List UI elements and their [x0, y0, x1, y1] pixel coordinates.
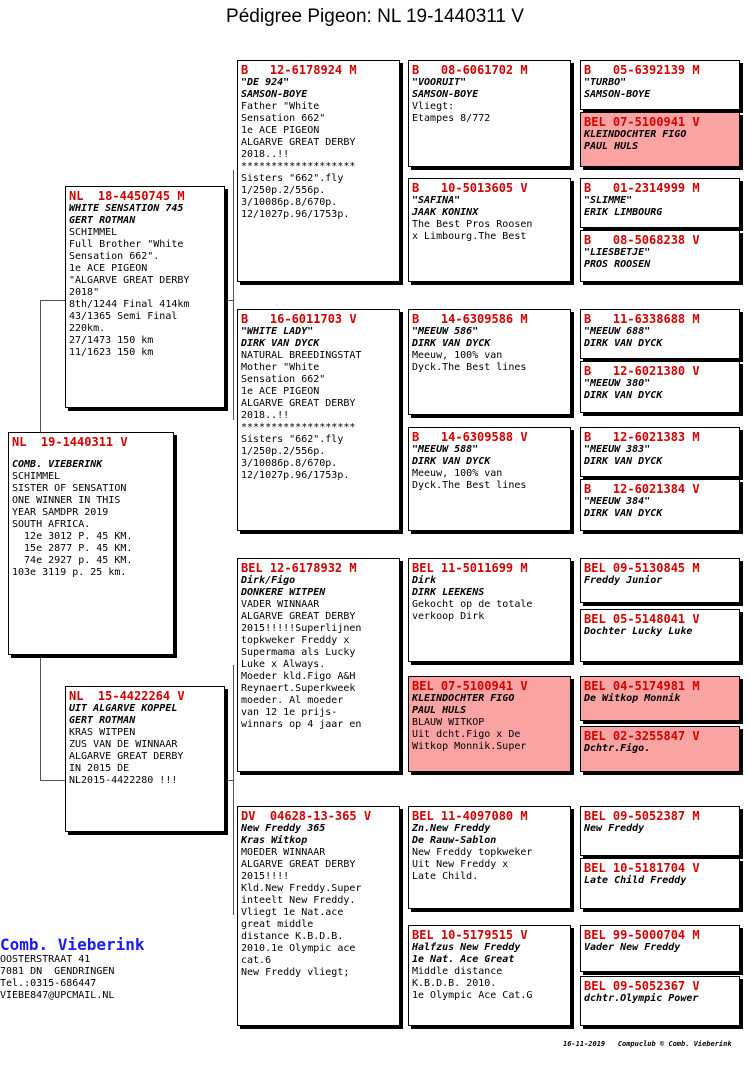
ring-number: BEL 07-5100941 V — [412, 679, 528, 693]
owner: COMB. VIEBERINK — [12, 459, 103, 470]
owner: DIRK VAN DYCK — [584, 456, 663, 467]
owner: SAMSON-BOYE — [241, 89, 308, 100]
pigeon-card-mmf[interactable]: BEL 11-4097080 M Zn.New Freddy De Rauw-Sablon New Freddy topkweker Uit New Freddy x Late Child. — [408, 806, 571, 909]
ring-number: BEL 10-5179515 V — [412, 928, 528, 942]
pigeon-card-g6[interactable] — [580, 361, 740, 413]
pigeon-name: "VOORUIT" — [412, 77, 467, 88]
pigeon-card-mfm[interactable]: BEL 07-5100941 V KLEINDOCHTER FIGO PAUL HULS BLAUW WITKOP Uit dcht.Figo x De Witkop Monnik.Super — [408, 676, 571, 772]
owner: GERT ROTMAN — [69, 215, 136, 226]
pigeon-name: New Freddy — [584, 823, 645, 834]
owner: DIRK VAN DYCK — [241, 338, 320, 349]
pigeon-card-ff[interactable]: B 12-6178924 M "DE 924" SAMSON-BOYE Father "White Sensation 662" 1e ACE PIGEON ALGARVE GREAT DERBY 2018..!! ******************* Sisters "662".fly 1/250p.2/556p. 3/10086p.8/670p. 12/1027p.96/1753p. — [237, 60, 400, 282]
pigeon-name: KLEINDOCHTER FIGO — [584, 129, 687, 140]
ring-number: B 12-6021380 V — [584, 364, 700, 378]
pigeon-card-g13[interactable] — [580, 806, 740, 856]
club-address: OOSTERSTRAAT 41 — [0, 954, 91, 965]
pigeon-card-g3[interactable] — [580, 178, 740, 228]
ring-number: BEL 10-5181704 V — [584, 861, 700, 875]
connector — [40, 780, 66, 781]
pigeon-name: "SLIMME" — [584, 195, 633, 206]
pigeon-name: Zn.New Freddy — [412, 823, 491, 834]
ring-number: NL 15-4422264 V — [69, 689, 185, 703]
pigeon-name: "MEEUW 688" — [584, 326, 651, 337]
pigeon-card-g9[interactable] — [580, 558, 740, 603]
ring-number: DV 04628-13-365 V — [241, 809, 372, 823]
pigeon-card-g7[interactable] — [580, 427, 740, 477]
pigeon-name: "MEEUW 586" — [412, 326, 479, 337]
pigeon-card-g12[interactable] — [580, 726, 740, 772]
owner: DIRK LEEKENS — [412, 587, 485, 598]
connector — [40, 655, 41, 780]
pigeon-card-mmm[interactable]: BEL 10-5179515 V Halfzus New Freddy 1e Nat. Ace Great Middle distance K.B.D.B. 2010. 1e Olympic Ace Cat.G — [408, 925, 571, 1026]
pigeon-name: KLEINDOCHTER FIGO — [412, 693, 515, 704]
ring-number: BEL 12-6178932 M — [241, 561, 357, 575]
pigeon-name: "TURBO" — [584, 77, 627, 88]
ring-number: B 08-5068238 V — [584, 233, 700, 247]
pigeon-card-g16[interactable] — [580, 976, 740, 1026]
pigeon-name: Freddy Junior — [584, 575, 663, 586]
pigeon-card-mf[interactable]: BEL 12-6178932 M Dirk/Figo DONKERE WITPEN VADER WINNAAR ALGARVE GREAT DERBY 2015!!!!!Superlijnen topkweker Freddy x Supermama als Lucky Luke x Always. Moeder kld.Figo A&H Reynaert.Superkweek moeder. Al moeder van 12 1e prijs- winnars op 4 jaar en — [237, 558, 400, 772]
pigeon-name: Dirk/Figo — [241, 575, 296, 586]
connector — [40, 300, 41, 432]
pigeon-name: New Freddy 365 — [241, 823, 326, 834]
pigeon-name: WHITE SENSATION 745 — [69, 203, 184, 214]
pigeon-card-g1[interactable] — [580, 60, 740, 110]
ring-number: B 16-6011703 V — [241, 312, 357, 326]
pigeon-card-fmf[interactable]: B 14-6309586 M "MEEUW 586" DIRK VAN DYCK Meeuw, 100% van Dyck.The Best lines — [408, 309, 571, 415]
pigeon-card-fmm[interactable]: B 14-6309588 V "MEEUW 588" DIRK VAN DYCK Meeuw, 100% van Dyck.The Best lines — [408, 427, 571, 531]
owner: ERIK LIMBOURG — [584, 207, 663, 218]
pigeon-card-g14[interactable] — [580, 858, 740, 909]
pigeon-card-ffm[interactable]: B 10-5013605 V "SAFINA" JAAK KONINX The Best Pros Roosen x Limbourg.The Best — [408, 178, 571, 282]
owner: JAAK KONINX — [412, 207, 479, 218]
owner: PAUL HULS — [584, 141, 639, 152]
club-info — [0, 936, 200, 1002]
ring-number: B 05-6392139 M — [584, 63, 700, 77]
ring-number: BEL 09-5052367 V — [584, 979, 700, 993]
club-city: 7081 DN GENDRINGEN — [0, 966, 115, 977]
pigeon-card-fff[interactable]: B 08-6061702 M "VOORUIT" SAMSON-BOYE Vliegt: Etampes 8/772 — [408, 60, 571, 167]
owner: De Rauw-Sablon — [412, 835, 497, 846]
pigeon-name: "DE 924" — [241, 77, 290, 88]
ring-number: B 01-2314999 M — [584, 181, 700, 195]
club-name: Comb. Vieberink — [0, 935, 145, 954]
pigeon-card-g15[interactable] — [580, 925, 740, 972]
pigeon-name: "MEEUW 384" — [584, 496, 651, 507]
club-phone: Tel.:0315-686447 — [0, 978, 97, 989]
ring-number: BEL 11-5011699 M — [412, 561, 528, 575]
pigeon-name: UIT ALGARVE KOPPEL — [69, 703, 178, 714]
pigeon-name: "LIESBETJE" — [584, 247, 651, 258]
connector — [224, 780, 234, 781]
ring-number: B 11-6338688 M — [584, 312, 700, 326]
owner: DIRK VAN DYCK — [412, 338, 491, 349]
owner: 1e Nat. Ace Great — [412, 954, 515, 965]
owner: SAMSON-BOYE — [412, 89, 479, 100]
pigeon-name: Late Child Freddy — [584, 875, 687, 886]
pigeon-card-g10[interactable] — [580, 609, 740, 662]
owner: SAMSON-BOYE — [584, 89, 651, 100]
owner: DIRK VAN DYCK — [412, 456, 491, 467]
connector — [233, 665, 234, 915]
ring-number: BEL 99-5000704 M — [584, 928, 700, 942]
pigeon-card-mff[interactable]: BEL 11-5011699 M Dirk DIRK LEEKENS Gekocht op de totale verkoop Dirk — [408, 558, 571, 662]
page-title: Pédigree Pigeon: NL 19-1440311 V — [226, 6, 524, 27]
pigeon-name: Halfzus New Freddy — [412, 942, 521, 953]
ring-number: B 14-6309588 V — [412, 430, 528, 444]
owner: PROS ROOSEN — [584, 259, 651, 270]
ring-number: NL 19-1440311 V — [12, 435, 128, 449]
connector — [233, 170, 234, 420]
owner: Kras Witkop — [241, 835, 308, 846]
owner: DONKERE WITPEN — [241, 587, 326, 598]
pigeon-card-g4[interactable] — [580, 230, 740, 282]
pigeon-name: De Witkop Monnik — [584, 693, 681, 704]
owner: DIRK VAN DYCK — [584, 508, 663, 519]
pigeon-name: "WHITE LADY" — [241, 326, 314, 337]
ring-number: B 12-6021384 V — [584, 482, 700, 496]
pigeon-name: Dirk — [412, 575, 437, 586]
ring-number: B 12-6178924 M — [241, 63, 357, 77]
owner: GERT ROTMAN — [69, 715, 136, 726]
club-email: VIEBE847@UPCMAIL.NL — [0, 990, 115, 1001]
pigeon-name: "MEEUW 380" — [584, 378, 651, 389]
pigeon-card-mother[interactable]: NL 15-4422264 V UIT ALGARVE KOPPEL GERT ROTMAN KRAS WITPEN ZUS VAN DE WINNAAR ALGARVE GREAT DERBY IN 2015 DE NL2015-4422280 !!! — [65, 686, 225, 832]
pigeon-card-g2[interactable] — [580, 112, 740, 167]
ring-number: NL 18-4450745 M — [69, 189, 185, 203]
pigeon-card-g8[interactable] — [580, 479, 740, 531]
ring-number: B 08-6061702 M — [412, 63, 528, 77]
pigeon-name: "MEEUW 588" — [412, 444, 479, 455]
owner: PAUL HULS — [412, 705, 467, 716]
ring-number: BEL 05-5148041 V — [584, 612, 700, 626]
pigeon-card-g11[interactable] — [580, 676, 740, 721]
pigeon-name: Dchtr.Figo. — [584, 743, 651, 754]
ring-number: BEL 02-3255847 V — [584, 729, 700, 743]
ring-number: BEL 04-5174981 M — [584, 679, 700, 693]
ring-number: BEL 09-5052387 M — [584, 809, 700, 823]
connector — [40, 300, 66, 301]
ring-number: BEL 07-5100941 V — [584, 115, 700, 129]
pigeon-name: "SAFINA" — [412, 195, 461, 206]
pigeon-card-father[interactable]: NL 18-4450745 M WHITE SENSATION 745 GERT ROTMAN SCHIMMEL Full Brother "White Sensation 662". 1e ACE PIGEON "ALGARVE GREAT DERBY 2018" 8th/1244 Final 414km 43/1365 Semi Final 220km. 27/1473 150 km 11/1623 150 km — [65, 186, 225, 408]
footer-credit: 16-11-2019 Compuclub © Comb. Vieberink — [563, 1040, 732, 1048]
pigeon-name: "MEEUW 383" — [584, 444, 651, 455]
pigeon-name: Dochter Lucky Luke — [584, 626, 693, 637]
ring-number: B 10-5013605 V — [412, 181, 528, 195]
pigeon-card-fm[interactable]: B 16-6011703 V "WHITE LADY" DIRK VAN DYCK NATURAL BREEDINGSTAT Mother "White Sensation 662" 1e ACE PIGEON ALGARVE GREAT DERBY 2018..!! ******************* Sisters "662".fly 1/250p.2/556p. 3/10086p.8/670p. 12/1027p.96/1753p. — [237, 309, 400, 531]
pigeon-card-g5[interactable] — [580, 309, 740, 359]
pigeon-card-subject[interactable]: NL 19-1440311 V COMB. VIEBERINK SCHIMMEL SISTER OF SENSATION ONE WINNER IN THIS YEAR SAMDPR 2019 SOUTH AFRICA. 12e 3012 P. 45 KM. 15e 2877 P. 45 KM. 74e 2927 p. 45 KM. 103e 3119 p. 25 km. — [8, 432, 174, 655]
ring-number: B 12-6021383 M — [584, 430, 700, 444]
ring-number: BEL 09-5130845 M — [584, 561, 700, 575]
pigeon-name: dchtr.Olympic Power — [584, 993, 699, 1004]
owner: DIRK VAN DYCK — [584, 390, 663, 401]
pigeon-name: Vader New Freddy — [584, 942, 681, 953]
pigeon-card-mm[interactable]: DV 04628-13-365 V New Freddy 365 Kras Witkop MOEDER WINNAAR ALGARVE GREAT DERBY 2015!!!! Kld.New Freddy.Super inteelt New Freddy. Vliegt 1e Nat.ace great middle distance K.B.D.B. 2010.1e Olympic ace cat.6 New Freddy vliegt; — [237, 806, 400, 1026]
ring-number: B 14-6309586 M — [412, 312, 528, 326]
owner: DIRK VAN DYCK — [584, 338, 663, 349]
ring-number: BEL 11-4097080 M — [412, 809, 528, 823]
connector — [224, 300, 234, 301]
